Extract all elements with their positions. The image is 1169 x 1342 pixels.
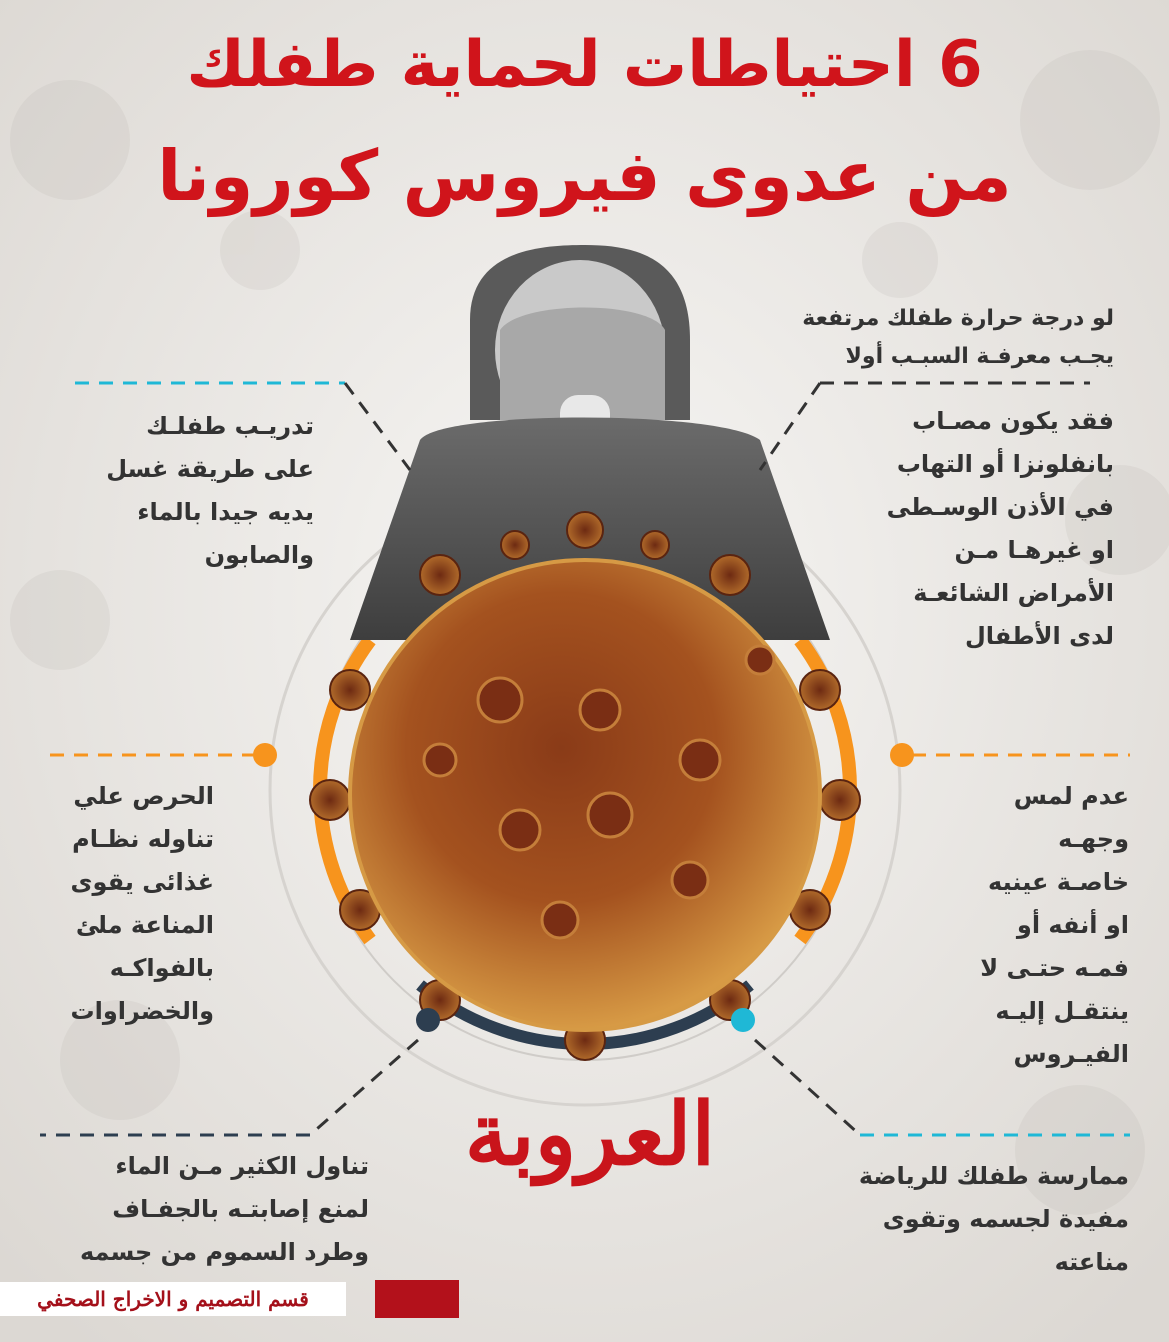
tip-line: بانفلونزا أو التهاب bbox=[896, 450, 1114, 478]
tip-no-face-touching bbox=[980, 775, 1129, 1076]
tip-line: والصابون bbox=[204, 541, 314, 569]
tip-line: خاصـة عينيه bbox=[988, 868, 1129, 896]
tip-line: عدم لمس bbox=[1013, 782, 1129, 810]
tip-line: ممارسة طفلك للرياضة bbox=[858, 1162, 1129, 1190]
tip-line: وجهـه bbox=[1058, 825, 1129, 853]
tip-line: يديه جيدا بالماء bbox=[137, 498, 314, 526]
tip-line: تناول الكثير مـن الماء bbox=[115, 1152, 369, 1180]
tip-line: تناوله نظـام bbox=[72, 825, 214, 853]
tip-hand-washing bbox=[106, 405, 314, 577]
title-line-1: 6 احتياطات لحماية طفلك bbox=[186, 28, 983, 102]
tip-line: او غيرهـا مـن bbox=[954, 536, 1114, 564]
tip-fever bbox=[802, 300, 1114, 376]
tip-line: ينتقـل إليـه bbox=[995, 997, 1129, 1025]
tip-line: في الأذن الوسـطى bbox=[886, 493, 1114, 521]
tip-drink-water bbox=[80, 1145, 369, 1274]
tip-line: مفيدة لجسمه وتقوى bbox=[882, 1205, 1129, 1233]
tip-healthy-diet bbox=[70, 775, 214, 1033]
tip-exercise bbox=[859, 1155, 1129, 1284]
tip-line: لدى الأطفال bbox=[964, 622, 1114, 650]
tip-line: لمنع إصابتـه بالجفـاف bbox=[112, 1195, 369, 1223]
footer-accent-bar bbox=[375, 1280, 459, 1318]
tip-line: تدريـب طفلـك bbox=[146, 412, 314, 440]
tip-line: المناعة ملئ bbox=[75, 911, 214, 939]
tip-line: الأمراض الشائعـة bbox=[913, 579, 1114, 607]
title-line-2: من عدوى فيروس كورونا bbox=[157, 135, 1012, 217]
tip-line: وطرد السموم من جسمه bbox=[79, 1238, 369, 1266]
tip-line: فمـه حتـى لا bbox=[980, 954, 1129, 982]
tip-line: يجـب معرفـة السبـب أولا bbox=[845, 344, 1114, 369]
tip-line: غذائى يقوى bbox=[70, 868, 214, 896]
tip-line: مناعته bbox=[1054, 1248, 1129, 1276]
tip-line: الفيـروس bbox=[1013, 1040, 1129, 1068]
tip-line: بالفواكـه bbox=[109, 954, 214, 982]
tip-other-diseases bbox=[887, 400, 1114, 658]
tip-line: الحرص علي bbox=[73, 782, 214, 810]
tip-line: فقد يكون مصـاب bbox=[912, 407, 1114, 435]
tip-line: والخضراوات bbox=[70, 997, 214, 1025]
tip-line: لو درجة حرارة طفلك مرتفعة bbox=[802, 306, 1114, 331]
footer-credit: قسم التصميم و الاخراج الصحفي bbox=[0, 1282, 346, 1316]
newspaper-logo: العروبة bbox=[464, 1084, 716, 1185]
tip-line: على طريقة غسل bbox=[106, 455, 314, 483]
tip-line: او أنفه أو bbox=[1016, 911, 1129, 939]
